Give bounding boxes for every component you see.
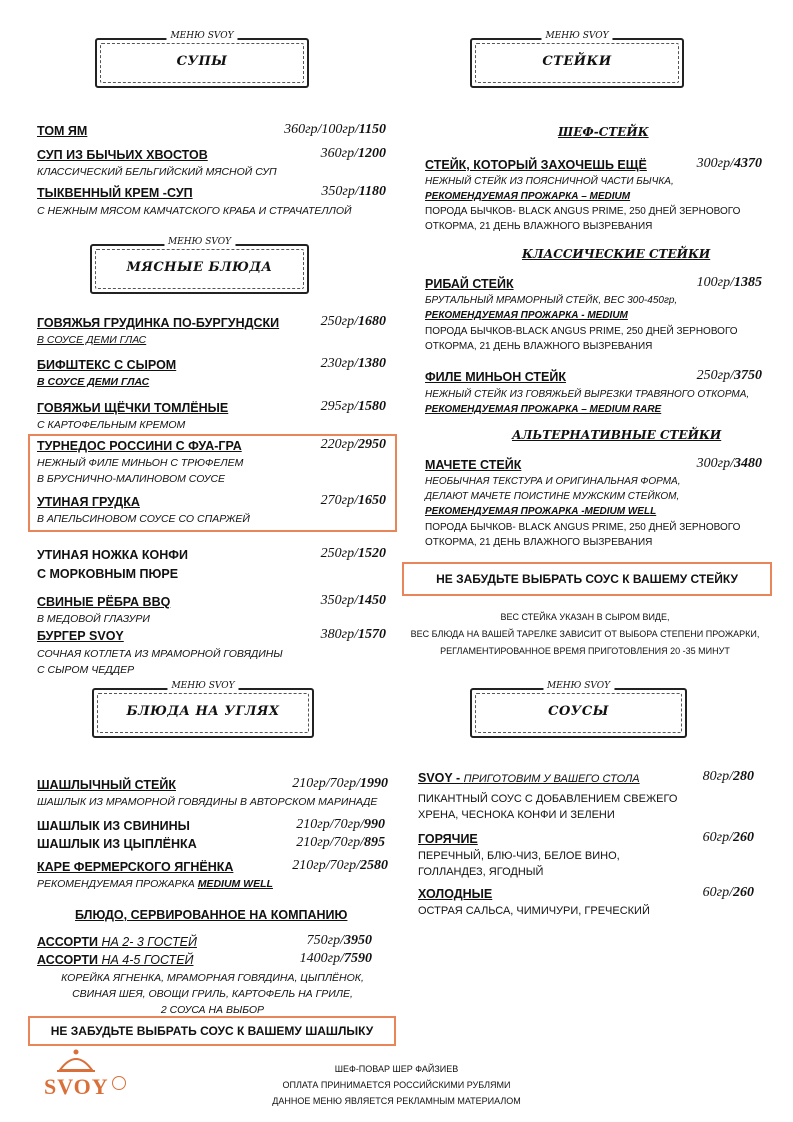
dish-name: МАЧЕТЕ СТЕЙК [425, 458, 522, 472]
dish-desc: ПОРОДА БЫЧКОВ- BLACK ANGUS PRIME, 250 ДНЕЙ ЗЕРНОВОГО [425, 206, 741, 217]
cloche-icon [56, 1048, 96, 1074]
dish-name: АССОРТИ НА 4-5 ГОСТЕЙ [37, 953, 194, 967]
dish-desc: С НЕЖНЫМ МЯСОМ КАМЧАТСКОГО КРАБА И СТРАЧАТЕЛЛОЙ [37, 205, 352, 217]
dish-price: 210гр/70гр/2580 [292, 858, 388, 873]
dish-name: ШАШЛЫК ИЗ ЦЫПЛЁНКА [37, 837, 197, 851]
dish-desc: ШАШЛЫК ИЗ МРАМОРНОЙ ГОВЯДИНЫ В АВТОРСКОМ МАРИНАДЕ [37, 796, 378, 808]
dish-price: 360гр/1200 [320, 146, 386, 161]
dish-name: УТИНАЯ НОЖКА КОНФИ [37, 548, 188, 562]
dish-desc: ПОРОДА БЫЧКОВ-BLACK ANGUS PRIME, 250 ДНЕЙ ЗЕРНОВОГО [425, 326, 738, 337]
footer-line: ОПЛАТА ПРИНИМАЕТСЯ РОССИЙСКИМИ РУБЛЯМИ [282, 1080, 511, 1090]
dish-price: 220гр/2950 [320, 437, 386, 452]
steak-subheading: ШЕФ-СТЕЙК [558, 125, 649, 139]
dish-desc: ДЕЛАЮТ МАЧЕТЕ ПОИСТИНЕ МУЖСКИМ СТЕЙКОМ, [425, 491, 680, 502]
logo-text: SVOY [44, 1074, 109, 1099]
dish-desc: ОСТРАЯ САЛЬСА, ЧИМИЧУРИ, ГРЕЧЕСКИЙ [418, 905, 650, 917]
dish-name: ТЫКВЕННЫЙ КРЕМ -СУП [37, 186, 193, 200]
dish-name: СУП ИЗ БЫЧЬИХ ХВОСТОВ [37, 148, 208, 162]
section-title: БЛЮДА НА УГЛЯХ [126, 704, 280, 719]
dish-desc: В БРУСНИЧНО-МАЛИНОВОМ СОУСЕ [37, 473, 226, 485]
dish-desc: НЕОБЫЧНАЯ ТЕКСТУРА И ОРИГИНАЛЬНАЯ ФОРМА, [425, 476, 681, 487]
dish-desc: В СОУСЕ ДЕМИ ГЛАС [37, 376, 150, 388]
section-title: СУПЫ [176, 54, 228, 69]
footer-line: ШЕФ-ПОВАР ШЕР ФАЙЗИЕВ [334, 1064, 459, 1074]
dish-price: 380гр/1570 [320, 627, 386, 642]
steak-subheading: АЛЬТЕРНАТИВНЫЕ СТЕЙКИ [512, 428, 722, 442]
dish-desc: РЕКОМЕНДУЕМАЯ ПРОЖАРКА - MEDIUM [425, 310, 628, 321]
dish-name: ФИЛЕ МИНЬОН СТЕЙК [425, 370, 567, 384]
dish-name: ГОВЯЖЬИ ЩЁЧКИ ТОМЛЁНЫЕ [37, 401, 229, 415]
dish-price: 350гр/1450 [320, 593, 386, 608]
dish-price: 250гр/3750 [696, 368, 762, 383]
dish-price: 60гр/260 [702, 885, 754, 900]
dish-desc: КЛАССИЧЕСКИЙ БЕЛЬГИЙСКИЙ МЯСНОЙ СУП [37, 166, 277, 178]
dish-name: ШАШЛЫЧНЫЙ СТЕЙК [37, 778, 176, 792]
dish-desc: В СОУСЕ ДЕМИ ГЛАС [37, 334, 147, 346]
dish-desc: ПОРОДА БЫЧКОВ- BLACK ANGUS PRIME, 250 ДНЕЙ ЗЕРНОВОГО [425, 522, 741, 533]
dish-name: ГОВЯЖЬЯ ГРУДИНКА ПО-БУРГУНДСКИ [37, 316, 280, 330]
section-title: СОУСЫ [548, 704, 609, 719]
dish-name: АССОРТИ НА 2- 3 ГОСТЕЙ [37, 935, 197, 949]
dish-price: 295гр/1580 [320, 399, 386, 414]
dish-price: 300гр/4370 [696, 156, 762, 171]
company-title: БЛЮДО, СЕРВИРОВАННОЕ НА КОМПАНИЮ [75, 908, 348, 922]
dish-desc: ПИКАНТНЫЙ СОУС С ДОБАВЛЕНИЕМ СВЕЖЕГО [418, 793, 678, 805]
dish-desc: РЕКОМЕНДУЕМАЯ ПРОЖАРКА – MEDIUM [425, 191, 631, 202]
dish-price: 300гр/3480 [696, 456, 762, 471]
company-desc-line: 2 СОУСА НА ВЫБОР [160, 1004, 265, 1016]
dish-name: SVOY - ПРИГОТОВИМ У ВАШЕГО СТОЛА [418, 771, 640, 785]
dish-price: 210гр/70гр/990 [296, 817, 385, 832]
section-title: СТЕЙКИ [542, 54, 612, 69]
dish-desc: НЕЖНЫЙ ФИЛЕ МИНЬОН С ТРЮФЕЛЕМ [37, 457, 244, 469]
dish-name: СТЕЙК, КОТОРЫЙ ЗАХОЧЕШЬ ЕЩЁ [425, 158, 647, 172]
dish-price: 80гр/280 [702, 769, 754, 784]
company-desc-line: КОРЕЙКА ЯГНЕНКА, МРАМОРНАЯ ГОВЯДИНА, ЦЫПЛЁНОК, [61, 972, 364, 984]
dish-desc: ОТКОРМА, 21 ДЕНЬ ВЛАЖНОГО ВЫЗРЕВАНИЯ [425, 221, 653, 232]
dish-desc: ОТКОРМА, 21 ДЕНЬ ВЛАЖНОГО ВЫЗРЕВАНИЯ [425, 341, 653, 352]
steak-info-line: ВЕС БЛЮДА НА ВАШЕЙ ТАРЕЛКЕ ЗАВИСИТ ОТ ВЫБОРА СТЕПЕНИ ПРОЖАРКИ, [410, 629, 760, 639]
dish-name: СВИНЫЕ РЁБРА BBQ [37, 595, 171, 609]
dish-desc: РЕКОМЕНДУЕМАЯ ПРОЖАРКА – MEDIUM RARE [425, 404, 662, 415]
logo-seal-icon [112, 1076, 126, 1090]
dish-name: УТИНАЯ ГРУДКА [37, 495, 140, 509]
steak-info-line: ВЕС СТЕЙКА УКАЗАН В СЫРОМ ВИДЕ, [500, 612, 670, 622]
dish-price: 210гр/70гр/1990 [292, 776, 388, 791]
header-caption: МЕНЮ SVOY [541, 31, 612, 41]
header-caption: МЕНЮ SVOY [164, 237, 235, 247]
dish-desc: ОТКОРМА, 21 ДЕНЬ ВЛАЖНОГО ВЫЗРЕВАНИЯ [425, 537, 653, 548]
dish-name: ТУРНЕДОС РОССИНИ С ФУА-ГРА [37, 439, 242, 453]
dish-desc: НЕЖНЫЙ СТЕЙК ИЗ ПОЯСНИЧНОЙ ЧАСТИ БЫЧКА, [425, 176, 674, 187]
dish-name: РИБАЙ СТЕЙК [425, 277, 514, 291]
dish-price: 750гр/3950 [306, 933, 372, 948]
dish-price: 1400гр/7590 [299, 951, 372, 966]
dish-desc: НЕЖНЫЙ СТЕЙК ИЗ ГОВЯЖЬЕЙ ВЫРЕЗКИ ТРАВЯНОГО ОТКОРМА, [425, 389, 750, 400]
company-desc-line: СВИНАЯ ШЕЯ, ОВОЩИ ГРИЛЬ, КАРТОФЕЛЬ НА ГРИЛЕ, [72, 988, 353, 1000]
dish-name: ГОРЯЧИЕ [418, 832, 478, 846]
dish-name: С МОРКОВНЫМ ПЮРЕ [37, 567, 179, 581]
dish-price: 210гр/70гр/895 [296, 835, 385, 850]
grill-sauce-notice: НЕ ЗАБУДЬТЕ ВЫБРАТЬ СОУС К ВАШЕМУ ШАШЛЫКУ [28, 1016, 396, 1046]
dish-desc: ГОЛЛАНДЕЗ, ЯГОДНЫЙ [418, 866, 544, 878]
dish-price: 270гр/1650 [320, 493, 386, 508]
dish-price: 100гр/1385 [696, 275, 762, 290]
section-title: МЯСНЫЕ БЛЮДА [126, 260, 273, 275]
meat-header [90, 237, 309, 294]
dish-name: ШАШЛЫК ИЗ СВИНИНЫ [37, 819, 190, 833]
dish-desc: В АПЕЛЬСИНОВОМ СОУСЕ СО СПАРЖЕЙ [37, 513, 250, 525]
footer-line: ДАННОЕ МЕНЮ ЯВЛЯЕТСЯ РЕКЛАМНЫМ МАТЕРИАЛОМ [272, 1096, 521, 1106]
steaks-header [470, 31, 684, 88]
dish-name: КАРЕ ФЕРМЕРСКОГО ЯГНЁНКА [37, 860, 234, 874]
dish-desc: СОЧНАЯ КОТЛЕТА ИЗ МРАМОРНОЙ ГОВЯДИНЫ [37, 648, 283, 660]
steak-sauce-notice: НЕ ЗАБУДЬТЕ ВЫБРАТЬ СОУС К ВАШЕМУ СТЕЙКУ [402, 562, 772, 596]
dish-desc: БРУТАЛЬНЫЙ МРАМОРНЫЙ СТЕЙК, ВЕС 300-450гр, [425, 295, 678, 306]
dish-price: 360гр/100гр/1150 [284, 122, 386, 137]
soups-header [95, 31, 309, 88]
logo [42, 1046, 132, 1106]
dish-name: БУРГЕР SVOY [37, 629, 124, 643]
dish-desc: ХРЕНА, ЧЕСНОКА КОНФИ И ЗЕЛЕНИ [418, 809, 615, 821]
dish-price: 60гр/260 [702, 830, 754, 845]
dish-desc: ПЕРЕЧНЫЙ, БЛЮ-ЧИЗ, БЕЛОЕ ВИНО, [418, 850, 620, 862]
dish-name: ТОМ ЯМ [37, 124, 88, 138]
dish-desc: С КАРТОФЕЛЬНЫМ КРЕМОМ [37, 419, 186, 431]
steak-subheading: КЛАССИЧЕСКИЕ СТЕЙКИ [522, 247, 711, 261]
steak-info-line: РЕГЛАМЕНТИРОВАННОЕ ВРЕМЯ ПРИГОТОВЛЕНИЯ 20 -35 МИНУТ [440, 646, 730, 656]
dish-name: БИФШТЕКС С СЫРОМ [37, 358, 177, 372]
dish-price: 250гр/1680 [320, 314, 386, 329]
dish-desc: РЕКОМЕНДУЕМАЯ ПРОЖАРКА -MEDIUM WELL [425, 506, 657, 517]
sauces-header [470, 681, 687, 738]
dish-desc: С СЫРОМ ЧЕДДЕР [37, 664, 135, 676]
header-caption: МЕНЮ SVOY [166, 31, 237, 41]
header-caption: МЕНЮ SVOY [167, 681, 238, 691]
dish-name: ХОЛОДНЫЕ [418, 887, 493, 901]
dish-desc: В МЕДОВОЙ ГЛАЗУРИ [37, 613, 150, 625]
dish-desc: РЕКОМЕНДУЕМАЯ ПРОЖАРКА MEDIUM WELL [37, 878, 273, 890]
dish-price: 230гр/1380 [320, 356, 386, 371]
header-caption: МЕНЮ SVOY [543, 681, 614, 691]
dish-price: 350гр/1180 [321, 184, 386, 199]
dish-price: 250гр/1520 [320, 546, 386, 561]
grill-header [92, 681, 314, 738]
